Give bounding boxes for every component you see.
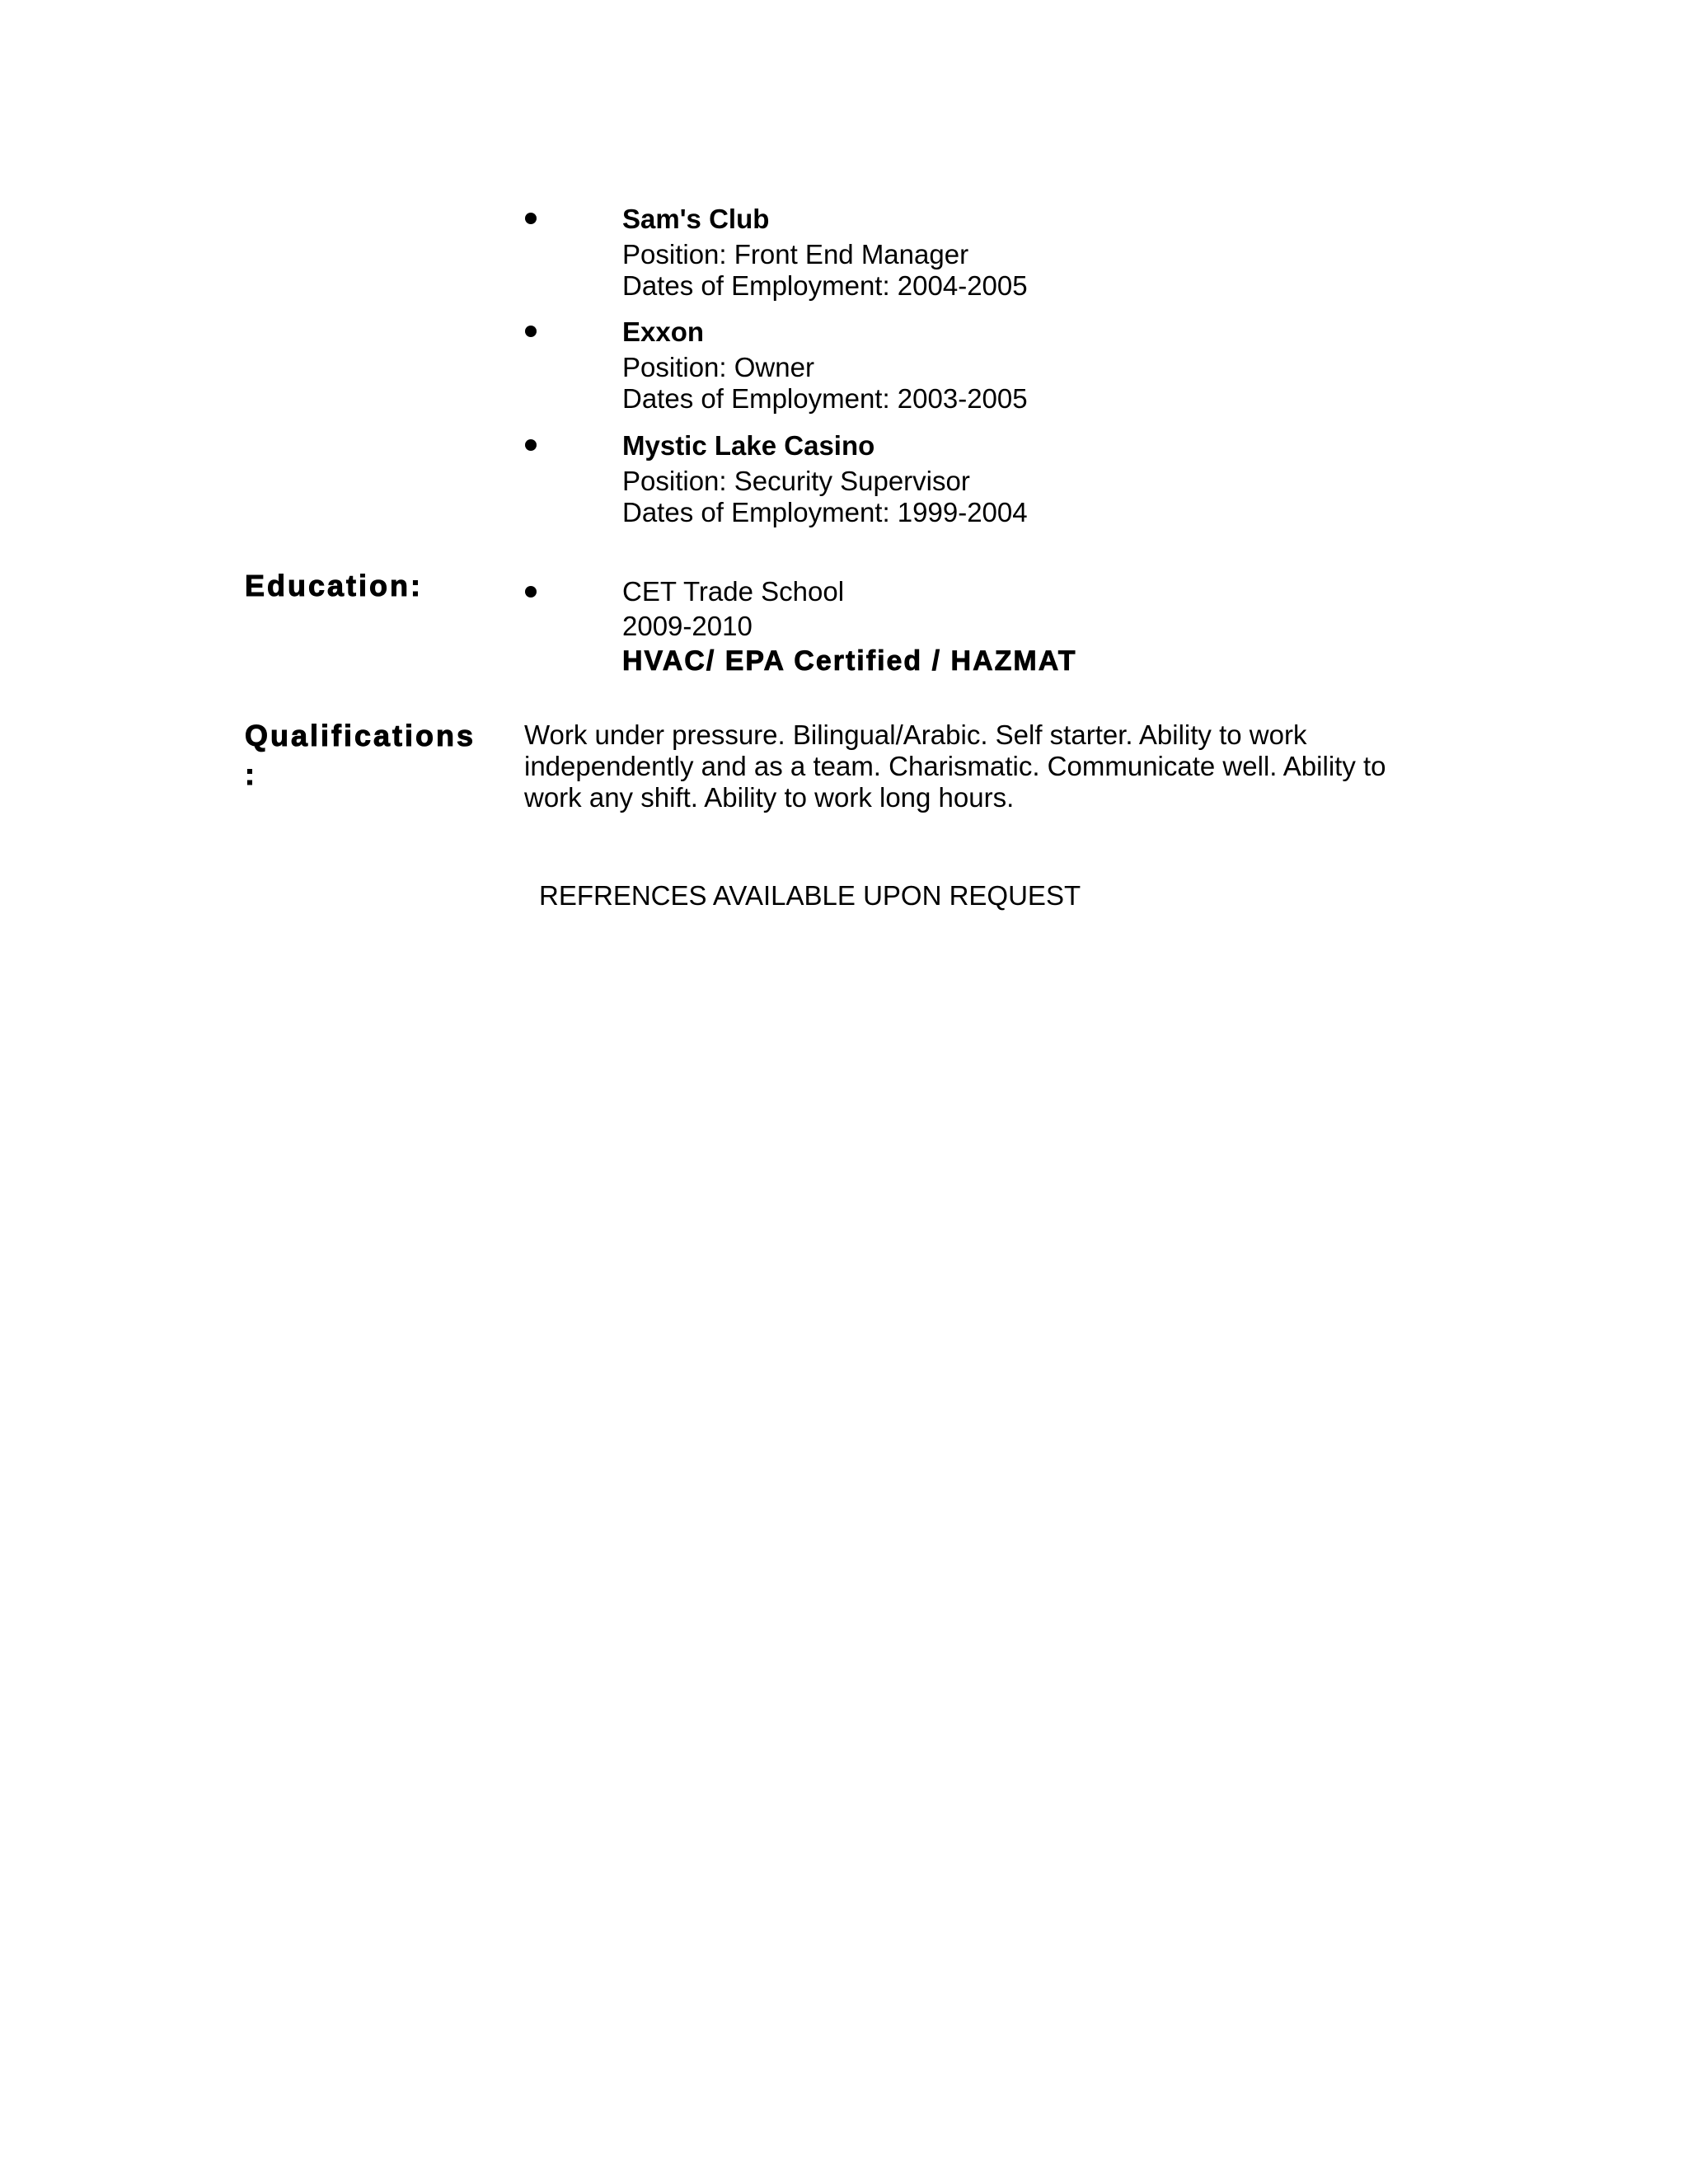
bullet-icon — [525, 326, 537, 337]
employer-name: Sam's Club — [622, 204, 770, 234]
references-note: REFRENCES AVAILABLE UPON REQUEST — [539, 880, 1081, 911]
certification: HVAC/ EPA Certified / HAZMAT — [622, 645, 1077, 677]
bullet-icon — [525, 586, 537, 598]
education-heading: Education: — [245, 569, 423, 602]
employer-position: Position: Owner — [622, 352, 814, 382]
employer-dates: Dates of Employment: 2004-2005 — [622, 270, 1028, 301]
qualifications-heading-colon: : — [245, 757, 257, 791]
employer-dates: Dates of Employment: 2003-2005 — [622, 383, 1028, 414]
employer-name: Mystic Lake Casino — [622, 430, 875, 461]
employer-position: Position: Security Supervisor — [622, 466, 970, 496]
school-years: 2009-2010 — [622, 611, 753, 641]
employer-dates: Dates of Employment: 1999-2004 — [622, 497, 1028, 527]
employer-name: Exxon — [622, 316, 705, 347]
bullet-icon — [525, 439, 537, 451]
qualifications-text: Work under pressure. Bilingual/Arabic. Self starter. Ability to work independently and as a team. Charismatic. Communicate well. Ability to work any shift. Ability to work long hours. — [524, 719, 1386, 813]
bullet-icon — [525, 213, 537, 224]
employer-position: Position: Front End Manager — [622, 239, 969, 269]
school-name: CET Trade School — [622, 576, 845, 607]
qualifications-heading: Qualifications — [245, 719, 476, 752]
